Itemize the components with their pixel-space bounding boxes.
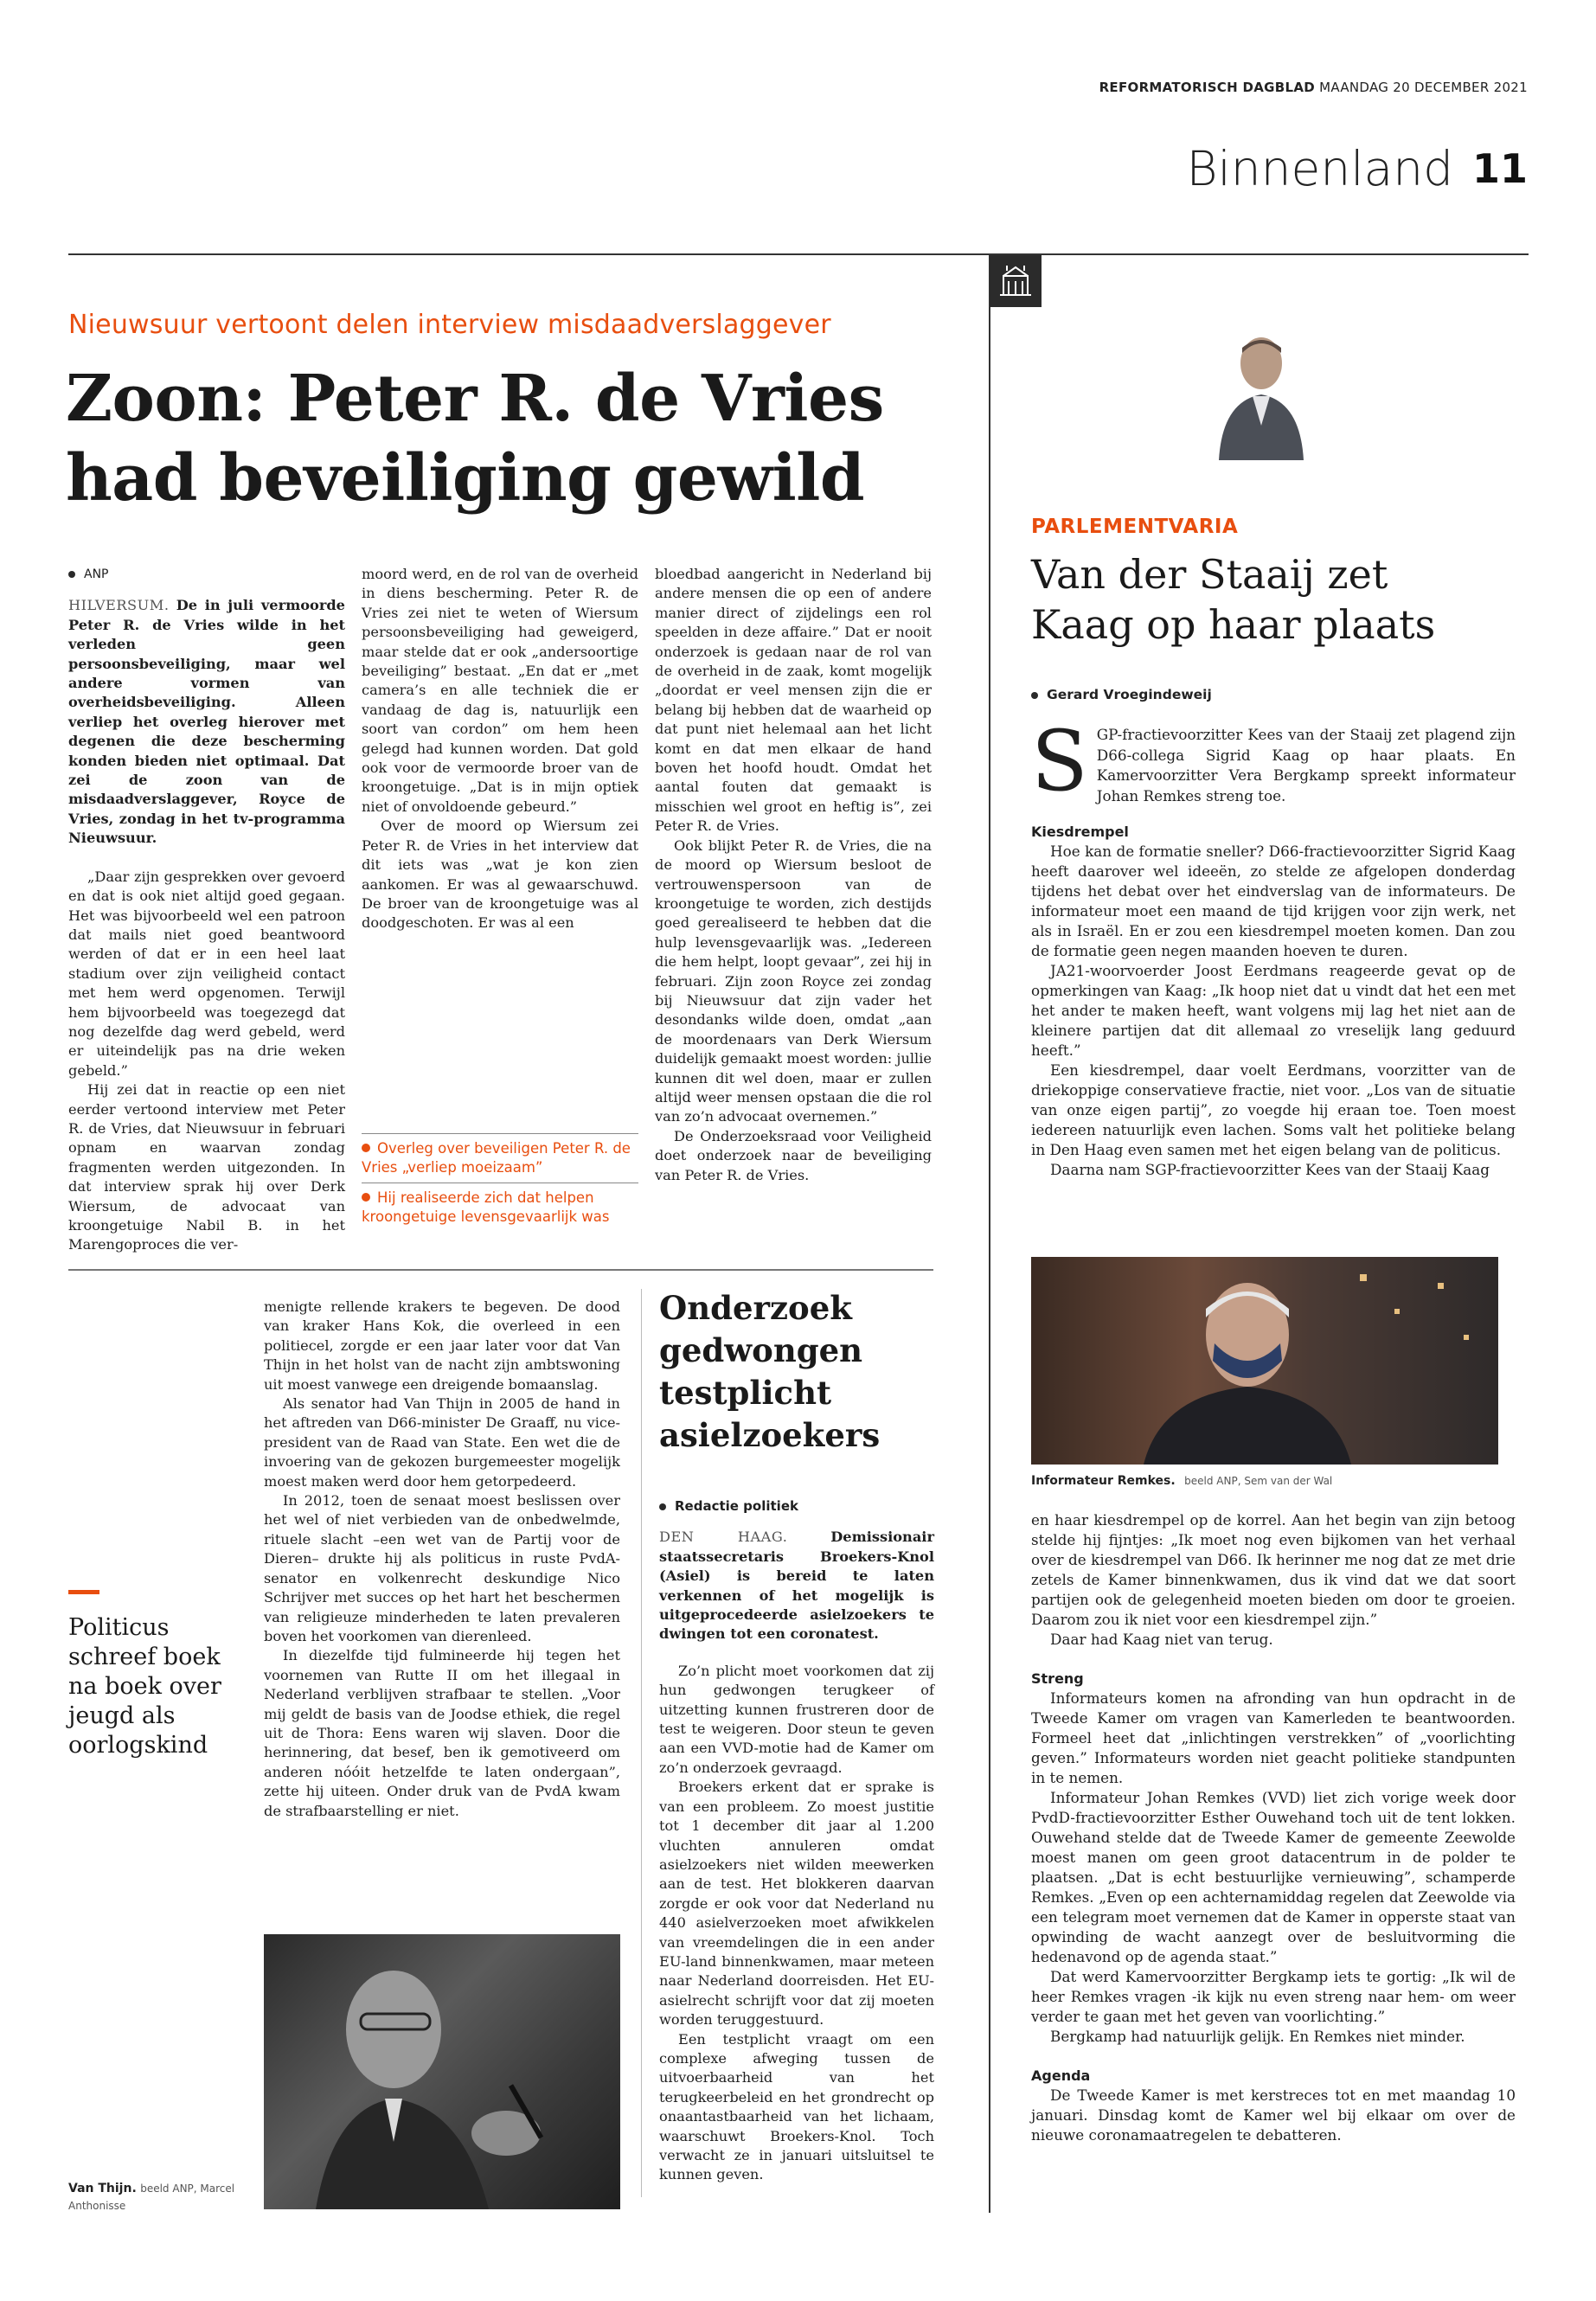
- asiel-p1: Zo’n plicht moet voorkomen dat zij hun gedwongen terugkeer of uitzetting kunnen frustreren door de test te weigeren. Door steun te geven aan een VVD-motie had de Kamer om zo’n onderzoek gevraagd.: [659, 1662, 934, 1776]
- parliament-icon: [990, 255, 1042, 307]
- asiel-lead: [659, 1528, 934, 1644]
- page-number: 11: [1471, 145, 1528, 192]
- main-lead: [68, 596, 345, 848]
- column-headline: [1031, 549, 1435, 650]
- main-col3-p2: Ook blijkt Peter R. de Vries, die na de moord op Wiersum besloot de vertrouwenspersoon van de kroongetuige te worden, zich destijds goed gerealiseerd te hebben dat die hulp levensgevaarlijk was. „Iedereen die hem helpt, loopt gevaar”, zei hij in februari. Zijn zoon Royce zei zondag bij Nieuwsuur dat zijn vader het desondanks wilde doen, omdat „aan de moordenaars van Derk Wiersum duidelijk gemaakt moest worden: jullie kunnen dit wel doen, maar er zullen altijd weer mensen opstaan die die rol van zo’n advocaat overnemen.”: [655, 836, 932, 1125]
- main-col3-p1: bloedbad aangericht in Nederland bij andere mensen die op een of andere manier direct of zijdelings een rol speelden in deze affaire.” Dat er nooit onderzoek is gedaan naar de rol van de overheid in de zaak, komt mogelijk „doordat er veel mensen zijn die er belang bij hebben dat de waarheid op dat punt niet helemaal aan het licht komt en dat men elkaar de hand boven het hoofd houdt. Omdat het aantal fouten dat gemaakt is misschien wel groot en heftig is”, zei Peter R. de Vries.: [655, 566, 932, 835]
- highlight-1: Overleg over beveiligen Peter R. de Vries „verliep moeizaam”: [362, 1140, 631, 1176]
- column-p7: Informateurs komen na afronding van hun opdracht in de Tweede Kamer om vragen van Kamerleden te beantwoorden. Formeel heet dat „inlichtingen verstrekken” of „voorlichting geven.” Informateurs worden niet geacht politieke standpunten in te nemen.: [1031, 1689, 1516, 1786]
- paper-name: REFORMATORISCH DAGBLAD: [1099, 80, 1316, 95]
- main-byline: ANP: [68, 565, 345, 584]
- thijn-photo: [264, 1934, 620, 2209]
- main-kicker: Nieuwsuur vertoont delen interview misdaadverslaggever: [68, 310, 831, 340]
- main-col1-p1: „Daar zijn gesprekken over gevoerd en dat is ook niet altijd goed gegaan. Het was bijvoorbeeld wel een patroon dat mails niet goed beantwoord werden of dat er in een heel laat stadium over zijn veiligheid contact met hem werd opgenomen. Terwijl hem bijvoorbeeld was toegezegd dat nog dezelfde dag werd gebeld, werd er uiteindelijk pas na drie weken gebeld.”: [68, 868, 345, 1079]
- masthead-line: [1099, 80, 1528, 95]
- author-portrait: [1214, 322, 1309, 460]
- main-headline-line2: had beveiliging gewild: [66, 441, 865, 516]
- thijn-caption-credit: beeld ANP, Marcel Anthonisse: [68, 2182, 235, 2212]
- main-headline-line1: Zoon: Peter R. de Vries: [66, 362, 884, 436]
- section-header: [1187, 143, 1528, 195]
- asiel-body: [659, 1497, 934, 2185]
- highlight-box: [362, 1133, 638, 1227]
- column-sub-kiesdrempel: Kiesdrempel: [1031, 824, 1129, 840]
- main-headline: [66, 359, 884, 518]
- main-lead-text: De in juli vermoorde Peter R. de Vries wilde in het verleden geen persoonsbeveiliging, maar wel andere vormen van overheidsbeveiliging. Alleen verliep het overleg hierover met degenen die deze bescherming konden bieden niet optimaal. Dat zei de zoon van de misdaadverslaggever, Royce de Vries, zondag in het tv-programma Nieuwsuur.: [68, 597, 345, 847]
- column-p3: Een kiesdrempel, daar voelt Eerdmans, voorzitter van de driekoppige conservatieve fractie, niet voor. „Los van de situatie van onze eigen partij”, zo voegde hij eraan toe. Toen moest iedereen natuurlijk even lachen. Soms valt het politieke belang in Den Haag even samen met het eigen belang van de politicus.: [1031, 1061, 1516, 1158]
- column-dropcap: S: [1031, 713, 1088, 810]
- column-p9: Dat werd Kamervoorzitter Bergkamp iets te gortig: „Ik wil de heer Remkes vragen -ik kijk nu even streng naar hem- om weer verder te gaan met het geven van voorlichting.”: [1031, 1968, 1516, 2025]
- column-p1: Hoe kan de formatie sneller? D66-fractievoorzitter Sigrid Kaag heeft daarover wel ideeën, zo stelde ze afgelopen donderdag tijdens het debat over het eindverslag van de informateurs. De informateur moet een maand de tijd krijgen voor zijn werk, net als in Israël. En er zou een kiesdrempel moeten komen. Dan zou de formatie geen negen maanden hoeven te duren.: [1031, 843, 1516, 959]
- main-col2-p1: moord werd, en de rol van de overheid in diens bescherming. Peter R. de Vries zei niet te weten of Wiersum persoonsbeveiliging had geweigerd, maar stelde dat er ook „andersoortige beveiliging” bestaat. „En dat er „met camera’s en alle techniek die er vandaag de dag is, natuurlijk een soort van cordon” om hem heen gelegd had kunnen worden. Dat gold ook voor de vermoorde broer van de kroongetuige. „Dat is in mijn optiek niet of onvoldoende gebeurd.”: [362, 566, 638, 815]
- thijn-body: [264, 1298, 620, 1821]
- asiel-p3: Een testplicht vraagt om een complexe afweging tussen de uitvoerbaarheid van het terugkeerbeleid en het grondrecht op onaantastbaarheid van het lichaam, waarschuwt Broekers-Knol. Toch verwacht ze in januari uitsluitsel te kunnen geven.: [659, 2030, 934, 2183]
- issue-date: MAANDAG 20 DECEMBER 2021: [1319, 80, 1528, 95]
- byline-bullet-icon: [1031, 692, 1038, 699]
- remkes-photo: [1031, 1257, 1498, 1465]
- thijn-p4: In diezelfde tijd fulmineerde hij tegen het voornemen van Rutte II om het illegaal in Nederland verblijven strafbaar te stellen. „Voor mij geldt de basis van de Joodse ethiek, die regel uit de Thora: Eens waren wij slaven. Door die herinnering, dat besef, ben ik gemotiveerd om anderen nóóit hetzelfde te laten ondergaan”, zette hij uiteen. Onder druk van de PvdA kwam de strafbaarstelling er niet.: [264, 1647, 620, 1819]
- column-headline-line1: Van der Staaij zet: [1031, 551, 1388, 598]
- thijn-p2: Als senator had Van Thijn in 2005 de hand in het aftreden van D66-minister De Graaff, nu vice-president van de Raad van State. Een wet die de invoering van de gekozen burgemeester mogelijk moest maken werd door hem getorpedeerd.: [264, 1395, 620, 1490]
- asiel-headline: Onderzoek gedwongen testplicht asielzoekers: [659, 1289, 881, 1454]
- asiel-divider: [641, 1289, 642, 2197]
- thijn-p3: In 2012, toen de senaat moest beslissen over het wel of niet verbieden van de onbedwelmde, rituele slacht –een wet van de Partij voor de Dieren– drukte hij als politicus in ruste PvdA-senator en volkenrecht deskundige Nico Schrijver met succes op het hart het beschermen van religieuze minderheden te laten prevaleren boven het voorkomen van dierenleed.: [264, 1492, 620, 1644]
- thijn-caption-name: Van Thijn.: [68, 2182, 137, 2195]
- highlight-rule-top: [362, 1133, 638, 1134]
- main-col-2: [362, 565, 638, 933]
- column-body-bottom: [1031, 1510, 1516, 2145]
- main-col1-p2: Hij zei dat in reactie op een niet eerder vertoond interview met Peter R. de Vries, dat Nieuwsuur in februari opnam en waarvan zondag fragmenten werden uitgezonden. In dat interview sprak hij over Derk Wiersum, de advocaat van kroongetuige Nabil B. in het Marengoproces die ver-: [68, 1081, 345, 1253]
- column-p5: en haar kiesdrempel op de korrel. Aan het begin van zijn betoog stelde hij fijntjes: „Ik moet nog even bijkomen van het verhaal over de kiesdrempel van D66. Ik herinner me nog dat ze met drie zetels de Kamer binnenkwamen, dus ik vind dat we dat soort partijen ook de gelegenheid moeten bieden om door te groeien. Daarom zou ik niet voor een kiesdrempel zijn.”: [1031, 1511, 1516, 1628]
- column-sub-streng: Streng: [1031, 1670, 1084, 1687]
- main-col-3: [655, 565, 932, 1185]
- top-rule: [68, 253, 1529, 255]
- mid-rule: [68, 1269, 933, 1271]
- column-label: PARLEMENTVARIA: [1031, 516, 1239, 538]
- remkes-caption-name: Informateur Remkes.: [1031, 1474, 1176, 1488]
- column-headline-line2: Kaag op haar plaats: [1031, 601, 1436, 648]
- asiel-lead-text: Demissionair staatssecretaris Broekers-Knol (Asiel) is bereid te laten verkennen of het mogelijk is uitgeprocedeerde asielzoekers te dwingen tot een coronatest.: [659, 1529, 934, 1643]
- byline-bullet-icon: [659, 1503, 666, 1510]
- column-body-top: [1031, 713, 1516, 1180]
- column-p8: Informateur Johan Remkes (VVD) liet zich vorige week door PvdD-fractievoorzitter Esther Ouwehand toch uit de tent lokken. Ouwehand stelde dat de Tweede Kamer de gemeente Zeewolde moest manen om geen groot datacentrum in de polder te plaatsen. „Dat is echt bestuurlijke vernieuwing”, schamperde Remkes. „Even op een achternamiddag regelen dat Zeewolde via een telegram moet vernemen dat de Kamer in opperste staat van opwinding de wacht aanzegt over de besluitvorming die hedenavond op de agenda staat.”: [1031, 1789, 1516, 1965]
- main-dateline: HILVERSUM.: [68, 597, 170, 614]
- byline-bullet-icon: [68, 571, 75, 578]
- thijn-caption: [68, 2180, 250, 2214]
- section-title: Binnenland: [1186, 141, 1453, 196]
- highlight-2: Hij realiseerde zich dat helpen kroongetuige levensgevaarlijk was: [362, 1189, 610, 1225]
- highlight-bullet-icon: [362, 1193, 370, 1202]
- column-p10: Bergkamp had natuurlijk gelijk. En Remkes niet minder.: [1050, 2028, 1465, 2045]
- thijn-sidebar-headline: Politicus schreef boek na boek over jeugd als oorlogskind: [68, 1614, 221, 1759]
- column-p4: Daarna nam SGP-fractievoorzitter Kees van der Staaij Kaag: [1050, 1161, 1490, 1178]
- column-sub-agenda: Agenda: [1031, 2067, 1091, 2084]
- remkes-caption: [1031, 1474, 1332, 1488]
- column-p11: De Tweede Kamer is met kerstreces tot en met maandag 10 januari. Dinsdag komt de Kamer wel bij elkaar om over de nieuwe coronamaatregelen te debatteren.: [1031, 2086, 1516, 2144]
- main-col-1: [68, 565, 345, 1255]
- column-divider: [989, 253, 990, 2213]
- column-p2: JA21-woorvoerder Joost Eerdmans reageerde gevat op de opmerkingen van Kaag: „Ik hoop niet dat u vindt dat het een met het ander te maken heeft, want volgens mij lag het niet aan de kleinere partijen dat dit allemaal zo vreselijk lang geduurd heeft.”: [1031, 962, 1516, 1059]
- column-p6: Daar had Kaag niet van terug.: [1050, 1631, 1273, 1648]
- column-byline: Gerard Vroegindeweij: [1031, 687, 1212, 702]
- remkes-caption-credit: beeld ANP, Sem van der Wal: [1184, 1475, 1333, 1487]
- thijn-p1: menigte rellende krakers te begeven. De dood van kraker Hans Kok, die overleed in een politiecel, zorgde er een jaar later voor dat Van Thijn in het holst van de nacht zijn ambtswoning uit moest vanwege een dreigende bomaanslag.: [264, 1298, 620, 1393]
- asiel-byline: Redactie politiek: [659, 1497, 934, 1516]
- asiel-p2: Broekers erkent dat er sprake is van een probleem. Zo moest justitie tot 1 december dit jaar al 1.200 vluchten annuleren omdat asielzoekers niet wilden meewerken aan de test. Het blokkeren daarvan zorgde er ook voor dat Nederland nu 440 asielverzoeken moet afwikkelen van vreemdelingen die in een ander EU-land binnenkwamen, maar meteen naar Nederland doorreisden. Het EU-asielrecht schrijft voor dat zij moeten worden teruggestuurd.: [659, 1779, 934, 2029]
- main-col2-p2: Over de moord op Wiersum zei Peter R. de Vries in het interview dat dit iets was „wat je kon zien aankomen. Er was al gewaarschuwd. De broer van de kroongetuige was al doodgeschoten. Er was al een: [362, 817, 638, 932]
- highlight-bullet-icon: [362, 1144, 370, 1152]
- sidebar-accent-bar: [68, 1590, 99, 1594]
- asiel-dateline: DEN HAAG.: [659, 1529, 788, 1546]
- main-col3-p3: De Onderzoeksraad voor Veiligheid doet onderzoek naar de beveiliging van Peter R. de Vries.: [655, 1127, 932, 1183]
- column-intro: S GP-fractievoorzitter Kees van der Staaij zet plagend zijn D66-collega Sigrid Kaag op haar plaats. En Kamervoorzitter Vera Bergkamp spreekt informateur Johan Remkes streng toe.: [1031, 713, 1516, 810]
